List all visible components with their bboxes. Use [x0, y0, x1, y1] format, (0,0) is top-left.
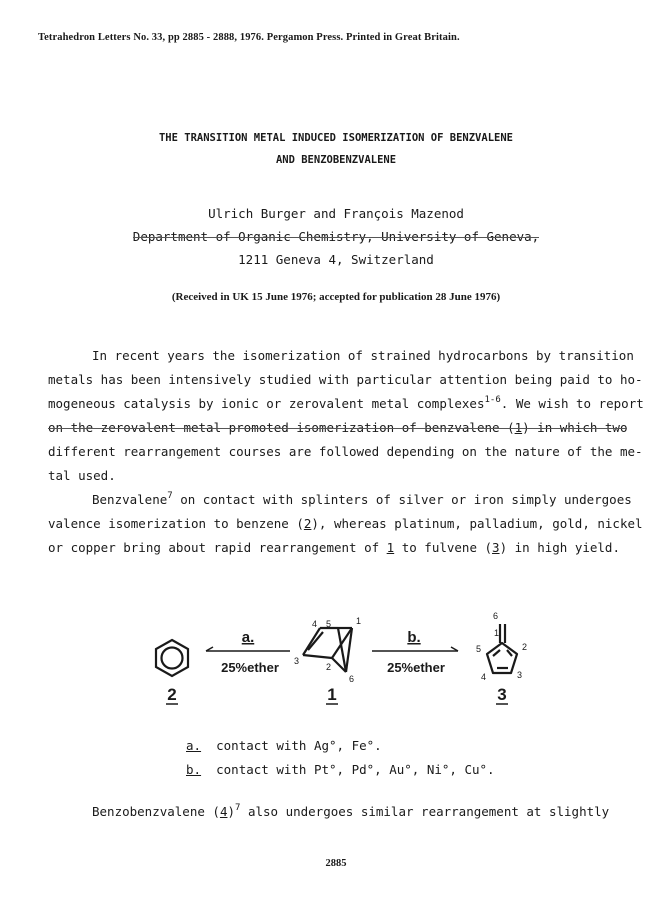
compound-ref-2: 2: [303, 516, 312, 531]
p2-l3-text-a: or copper bring about rapid rearrangement of: [48, 540, 387, 555]
condition-b: [186, 762, 495, 777]
p3-l1-text-c: also undergoes similar rearrangement at slightly: [240, 804, 610, 819]
author-names: Ulrich Burger and François Mazenod: [208, 206, 464, 221]
benzvalene-atom-5: 5: [326, 619, 332, 629]
paragraph-1-line-2: metals has been intensively studied with particular attention being paid to ho-: [48, 372, 643, 387]
arrow-b: [372, 647, 458, 651]
reference-superscript: 1-6: [484, 395, 501, 405]
fulvene-atom-1: 1: [494, 628, 500, 638]
p2-l3-text-c: ) in high yield.: [499, 540, 620, 555]
fulvene-atom-6: 6: [493, 611, 499, 621]
reference-superscript: 7: [235, 803, 241, 813]
reference-superscript: 7: [167, 491, 173, 501]
paragraph-3-line-1: [92, 804, 609, 819]
page-number: 2885: [325, 858, 347, 869]
fulvene-atom-3: 3: [517, 670, 523, 680]
p1-l4-text-a: on the zerovalent metal promoted isomerization of benzvalene (: [48, 420, 515, 435]
p2-l1-text-b: on contact with splinters of silver or iron simply undergoes: [172, 492, 632, 507]
paragraph-2-line-2: [48, 516, 643, 531]
benzvalene-atom-4: 4: [312, 619, 318, 629]
compound-number-fulvene: 3: [497, 685, 507, 704]
p1-l4-text-b: ) in which two: [522, 420, 628, 435]
compound-number-benzene: 2: [167, 685, 177, 704]
paragraph-1-line-4: [48, 420, 627, 435]
condition-a-label: a.: [186, 738, 202, 753]
paragraph-1-line-1: In recent years the isomerization of strained hydrocarbons by transition: [92, 348, 634, 363]
arrow-a-label: a.: [241, 629, 255, 646]
compound-ref-1: 1: [386, 540, 395, 555]
benzvalene-atom-1: 1: [356, 616, 362, 626]
condition-b-label: b.: [186, 762, 202, 777]
journal-citation-line: Tetrahedron Letters No. 33, pp 2885 - 2888, 1976. Pergamon Press. Printed in Great Britain.: [38, 32, 460, 43]
p1-l4-struck-text: [48, 420, 627, 435]
p1-l3-text-a: mogeneous catalysis by ionic or zerovalent metal complexes: [48, 396, 485, 411]
benzvalene-atom-3: 3: [294, 656, 300, 666]
arrow-a-conditions: 25%ether: [221, 660, 279, 675]
p3-l1-text-a: Benzobenzvalene (: [92, 804, 220, 819]
fulvene-atom-4: 4: [481, 672, 487, 682]
affiliation-line-1: [0, 229, 672, 244]
compound-number-benzvalene: 1: [327, 685, 337, 704]
arrow-b-label: b.: [407, 629, 421, 646]
arrow-a: [206, 647, 290, 651]
compound-ref-4: 4: [219, 804, 228, 819]
p2-l1-text-a: Benzvalene: [92, 492, 168, 507]
paragraph-1-line-6: tal used.: [48, 468, 116, 483]
fulvene-structure: [487, 624, 517, 673]
arrow-b-conditions: 25%ether: [387, 660, 445, 675]
compound-ref-3: 3: [492, 540, 500, 555]
paragraph-2-line-3: [48, 540, 620, 555]
benzvalene-atom-2: 2: [326, 662, 332, 672]
condition-a: [186, 738, 382, 753]
affiliation-line-1-text: Department of Organic Chemistry, University of Geneva,: [132, 229, 540, 244]
article-title-line-1: THE TRANSITION METAL INDUCED ISOMERIZATION OF BENZVALENE: [158, 132, 513, 144]
condition-b-text: contact with Pt°, Pd°, Au°, Ni°, Cu°.: [216, 762, 495, 777]
benzvalene-atom-6: 6: [349, 674, 355, 684]
compound-ref-1: 1: [514, 420, 523, 435]
paragraph-2-line-1: [92, 492, 632, 507]
p2-l2-text-a: valence isomerization to benzene (: [48, 516, 304, 531]
paragraph-1-line-3: [48, 396, 644, 411]
fulvene-atom-5: 5: [476, 644, 482, 654]
benzene-structure: [156, 640, 188, 676]
paragraph-1-line-5: different rearrangement courses are followed depending on the nature of the me-: [48, 444, 643, 459]
affiliation-line-2: 1211 Geneva 4, Switzerland: [238, 252, 434, 267]
p3-l1-text-b: ): [227, 804, 235, 819]
p2-l3-text-b: to fulvene (: [394, 540, 493, 555]
fulvene-atom-2: 2: [522, 642, 528, 652]
p2-l2-text-b: ), whereas platinum, palladium, gold, nickel: [311, 516, 643, 531]
reaction-scheme: [0, 600, 672, 720]
article-title-line-2: AND BENZOBENZVALENE: [275, 154, 397, 166]
received-dates: (Received in UK 15 June 1976; accepted for publication 28 June 1976): [171, 291, 501, 303]
condition-a-text: contact with Ag°, Fe°.: [216, 738, 382, 753]
p1-l3-text-b: . We wish to report: [500, 396, 644, 411]
